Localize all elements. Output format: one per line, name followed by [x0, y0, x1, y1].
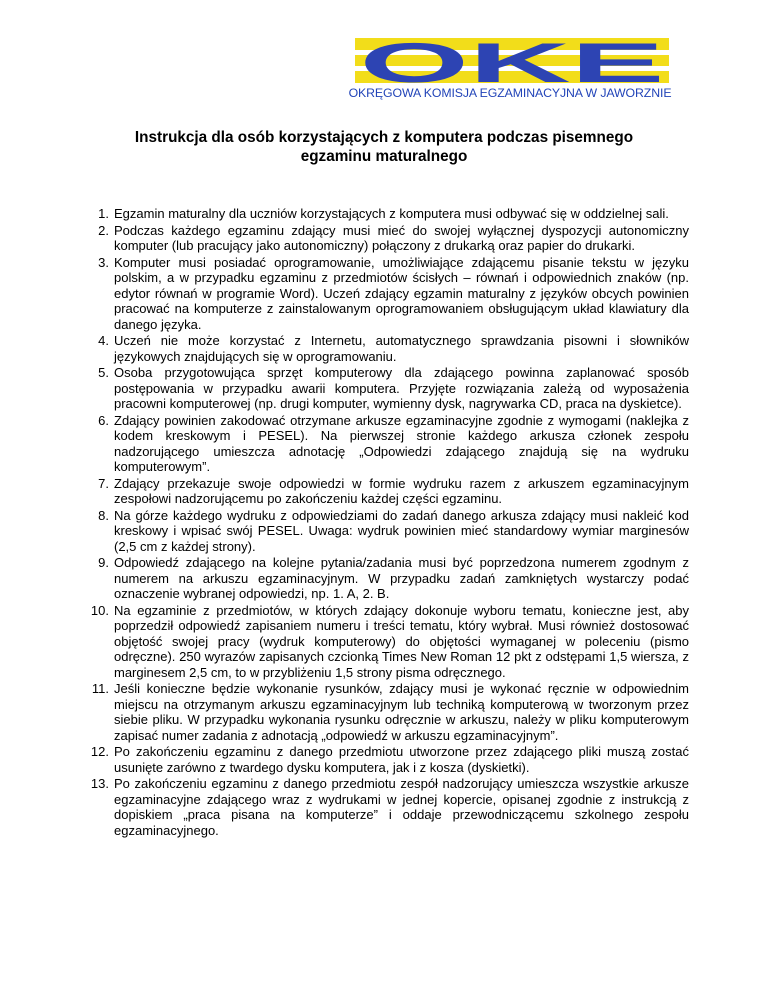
list-item: [77, 476, 689, 507]
item-number: 13.: [90, 776, 109, 791]
list-item: [77, 555, 689, 602]
page-title: [0, 128, 768, 166]
item-number: 5.: [98, 365, 109, 380]
oke-logo: [355, 38, 669, 84]
list-item: [77, 776, 689, 838]
item-number: 12.: [90, 744, 109, 759]
list-item: [77, 508, 689, 555]
item-number: 7.: [98, 475, 109, 491]
item-number: 10.: [90, 602, 109, 618]
list-item: [77, 365, 689, 412]
instruction-list: [77, 206, 689, 839]
list-item: [77, 603, 689, 681]
item-text: Na egzaminie z przedmiotów, w których zdający dokonuje wyboru tematu, konieczne jest, aby poprzedził odpowiedź zapisaniem numeru i treści tematu, który wybrał. Musi również dostosować objętość swojej pracy (wydruk komputerowy) do objętości wymaganej w poleceniu (pismo odręczne). 250 wyrazów zapisanych czcionką Times New Roman 12 pkt z odstępami 1,5 wiersza, z marginesem 2,5 cm, to w przybliżeniu 1,5 strony pisma odręcznego.: [114, 602, 689, 680]
list-item: [77, 223, 689, 254]
item-number: 11.: [91, 681, 109, 696]
item-number: 8.: [98, 507, 109, 523]
header: [345, 38, 675, 108]
item-text: Egzamin maturalny dla uczniów korzystających z komputera musi odbywać się w oddzielnej sali.: [114, 206, 669, 221]
item-text: Na górze każdego wydruku z odpowiedziami do zadań danego arkusza zdający musi nakleić kod kreskowy i wpisać swój PESEL. Uwaga: wydruk powinien mieć standardowy wymiar marginesów (2,5 cm z każdej strony).: [114, 507, 689, 554]
list-item: [77, 681, 689, 743]
item-text: Po zakończeniu egzaminu z danego przedmiotu zespół nadzorujący umieszcza wszystkie arkusze egzaminacyjne zdającego wraz z wydrukami w jednej kopercie, opisanej zgodnie z instrukcją z dopiskiem „praca pisana na komputerze” i oddaje przewodniczącemu szkolnego zespołu egzaminacyjnego.: [114, 776, 689, 838]
item-text: Komputer musi posiadać oprogramowanie, umożliwiające zdającemu pisanie tekstu w języku polskim, a w przypadku egzaminu z przedmiotów ścisłych – równań i odpowiednich znaków (np. edytor równań w programie Word). Uczeń zdający egzamin maturalny z języków obcych powinien pracować na komputerze z zainstalowanym oprogramowaniem obsługującym układ klawiatury dla danego języka.: [114, 254, 689, 332]
item-text: Osoba przygotowująca sprzęt komputerowy dla zdającego powinna zaplanować sposób postępowania w przypadku awarii komputera. Przyjęte rozwiązania zależą od wyposażenia pracowni komputerowej (np. drugi komputer, wymienny dysk, nagrywarka CD, praca na dyskietce).: [114, 365, 689, 411]
item-text: Podczas każdego egzaminu zdający musi mieć do swojej wyłącznej dyspozycji autonomiczny komputer (lub pracujący jako autonomiczny) połączony z drukarką oraz papier do drukarki.: [114, 222, 689, 253]
item-text: Jeśli konieczne będzie wykonanie rysunków, zdający musi je wykonać ręcznie w odpowiednim miejscu na otrzymanym arkuszu egzaminacyjnym lub techniką komputerową w tworzonym przez siebie pliku. W przypadku wykonania rysunku odręcznie w arkuszu, należy w pliku komputerowym zapisać numer zadania z adnotacją „odpowiedź w arkuszu egzaminacyjnym”.: [114, 681, 689, 743]
item-text: Po zakończeniu egzaminu z danego przedmiotu utworzone przez zdającego pliki muszą zostać usunięte zarówno z twardego dysku komputera, jak i z kosza (dyskietki).: [114, 744, 689, 775]
item-number: 2.: [98, 222, 109, 238]
item-number: 6.: [98, 412, 109, 428]
title-line-2: egzaminu maturalnego: [300, 148, 468, 165]
item-text: Zdający przekazuje swoje odpowiedzi w formie wydruku razem z arkuszem egzaminacyjnym zespołowi nadzorującemu po zakończeniu każdej części egzaminu.: [114, 475, 689, 506]
list-item: [77, 206, 689, 222]
item-text: Zdający powinien zakodować otrzymane arkusze egzaminacyjne zgodnie z wymogami (naklejka z kodem kreskowym i PESEL). Na pierwszej stronie każdego arkusza członek zespołu nadzorującego umieszcza adnotację „Odpowiedzi zdającego znajdują się na wydruku komputerowym”.: [114, 412, 689, 474]
title-line-1: Instrukcja dla osób korzystających z komputera podczas pisemnego: [134, 129, 634, 146]
commission-name: OKRĘGOWA KOMISJA EGZAMINACYJNA W JAWORZNIE: [348, 86, 672, 100]
item-number: 4.: [98, 333, 109, 348]
item-number: 1.: [98, 206, 109, 221]
item-text: Uczeń nie może korzystać z Internetu, automatycznego sprawdzania pisowni i słowników językowych znajdujących się w oprogramowaniu.: [114, 333, 689, 364]
item-number: 3.: [98, 254, 109, 270]
list-item: [77, 255, 689, 333]
item-text: Odpowiedź zdającego na kolejne pytania/zadania musi być poprzedzona numerem zgodnym z numerem na arkuszu egzaminacyjnym. W przypadku zadań zamkniętych wystarczy podać oznaczenie wybranej odpowiedzi, np. 1. A, 2. B.: [114, 555, 689, 601]
list-item: [77, 413, 689, 475]
logo-text: OKE: [359, 38, 665, 84]
list-item: [77, 744, 689, 775]
item-number: 9.: [98, 555, 109, 570]
list-item: [77, 333, 689, 364]
